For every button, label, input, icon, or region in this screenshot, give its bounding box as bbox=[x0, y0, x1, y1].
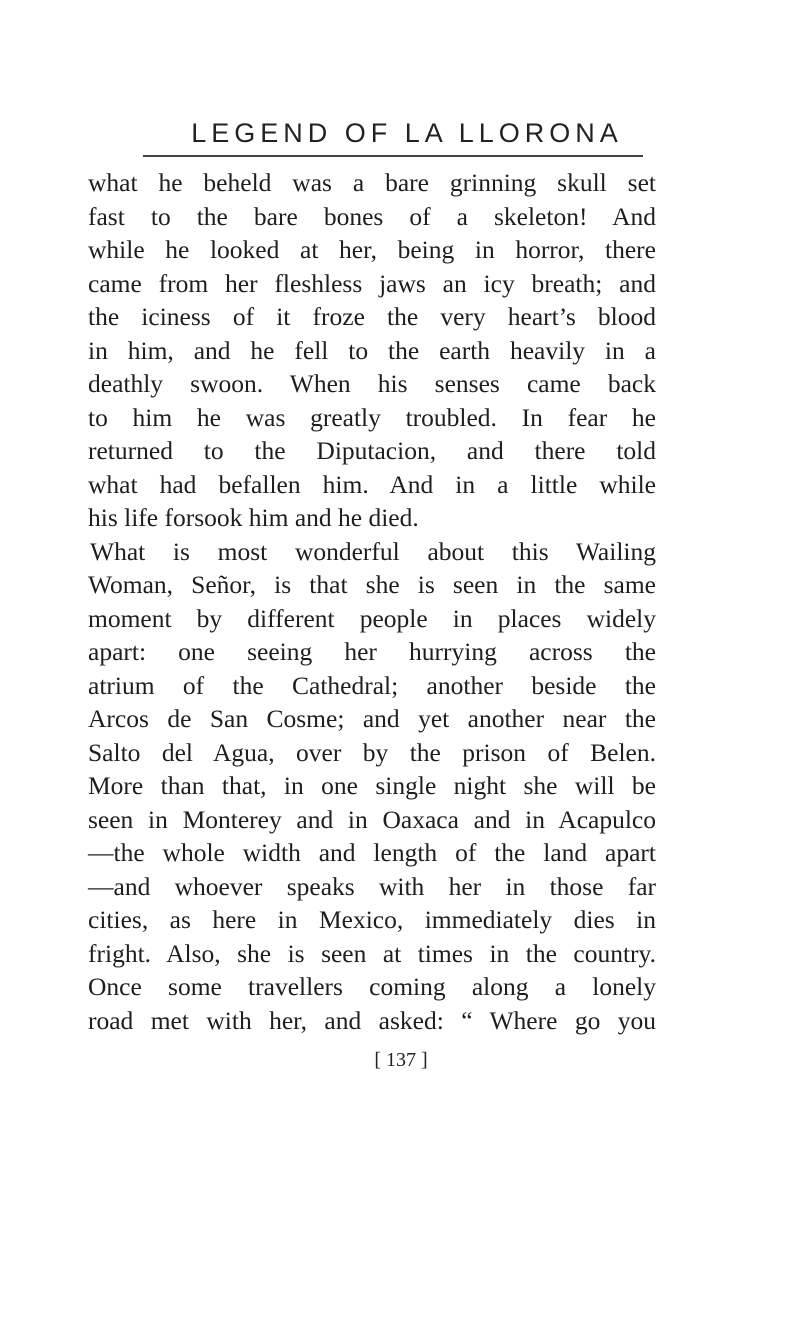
text-line: in him, and he fell to the earth heavily in a bbox=[88, 335, 656, 365]
text-line: —the whole width and length of the land apart bbox=[88, 838, 656, 867]
text-line: Salto del Agua, over by the prison of Belen. bbox=[88, 737, 656, 767]
text-line: came from her fleshless jaws an icy breath; and bbox=[88, 268, 656, 298]
text-line: fright. Also, she is seen at times in the country. bbox=[88, 938, 656, 968]
text-line: moment by different people in places widely bbox=[88, 603, 656, 633]
text-line: road met with her, and asked: “ Where go you bbox=[88, 1005, 656, 1035]
text-line: apart: one seeing her hurrying across the bbox=[88, 637, 656, 666]
text-line: while he looked at her, being in horror, there bbox=[88, 235, 656, 264]
page-number: [ 137 ] bbox=[374, 1049, 428, 1071]
text-line: deathly swoon. When his senses came back bbox=[88, 369, 656, 398]
text-line: Arcos de San Cosme; and yet another near the bbox=[88, 704, 656, 733]
body-text bbox=[88, 166, 656, 1037]
text-line: seen in Monterey and in Oaxaca and in Acapulco bbox=[88, 804, 656, 834]
text-line: the iciness of it froze the very heart’s blood bbox=[88, 302, 656, 331]
text-line: to him he was greatly troubled. In fear he bbox=[88, 402, 656, 432]
text-line: fast to the bare bones of a skeleton! And bbox=[88, 201, 656, 231]
text-line: what had befallen him. And in a little while bbox=[88, 469, 656, 499]
text-line: returned to the Diputacion, and there told bbox=[88, 436, 656, 465]
text-line: Once some travellers coming along a lonely bbox=[88, 972, 656, 1001]
text-line: Woman, Señor, is that she is seen in the same bbox=[88, 570, 656, 599]
text-line: atrium of the Cathedral; another beside the bbox=[88, 670, 656, 700]
text-line: cities, as here in Mexico, immediately dies in bbox=[88, 905, 656, 934]
running-head: LEGEND OF LA LLORONA bbox=[191, 118, 623, 148]
header-rule bbox=[143, 155, 643, 157]
text-line: what he beheld was a bare grinning skull set bbox=[88, 168, 656, 197]
text-line: —and whoever speaks with her in those far bbox=[88, 871, 656, 901]
text-line-paragraph-start: What is most wonderful about this Wailing bbox=[90, 536, 656, 566]
text-line-paragraph-end: his life forsook him and he died. bbox=[88, 503, 419, 532]
text-line: More than that, in one single night she will be bbox=[88, 771, 656, 800]
